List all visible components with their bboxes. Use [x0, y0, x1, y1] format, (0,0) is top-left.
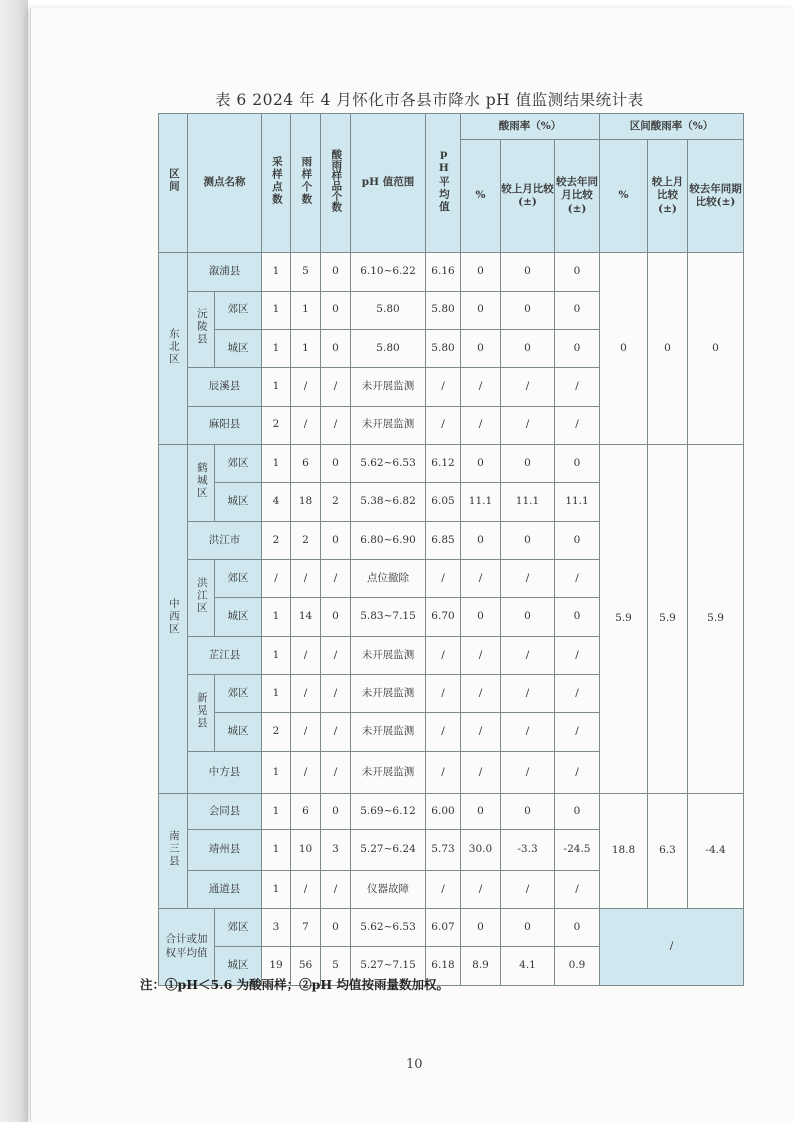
- station-name: 中方县: [188, 751, 262, 793]
- mom-cell: 0: [501, 521, 555, 559]
- interval-northeast-pct: 0: [600, 253, 648, 445]
- rate-cell: /: [461, 636, 501, 674]
- acid-cell: 3: [321, 830, 351, 870]
- yoy-cell: 0: [555, 794, 600, 830]
- header-acid-samples: 酸雨样品个数: [321, 114, 351, 253]
- rate-cell: /: [461, 675, 501, 713]
- region-total: 合计或加权平均值: [159, 909, 215, 986]
- station-name: 郊区: [215, 909, 262, 947]
- header-samples: 雨样个数: [291, 114, 321, 253]
- header-interval-yoy: 较去年同期比较(±): [688, 140, 744, 253]
- region-south: 南三县: [159, 794, 188, 909]
- interval-south-mom: 6.3: [648, 794, 688, 909]
- acid-cell: /: [321, 406, 351, 444]
- group-hecheng: 鹤城区: [188, 444, 215, 521]
- range-cell: 5.80: [351, 329, 426, 367]
- acid-cell: /: [321, 560, 351, 598]
- sites-cell: 1: [262, 329, 291, 367]
- yoy-cell: 0: [555, 253, 600, 291]
- mom-cell: 0: [501, 291, 555, 329]
- avg-cell: 6.12: [426, 444, 461, 482]
- avg-cell: /: [426, 713, 461, 751]
- mom-cell: 0: [501, 909, 555, 947]
- sites-cell: 1: [262, 444, 291, 482]
- yoy-cell: 11.1: [555, 483, 600, 521]
- avg-cell: /: [426, 368, 461, 406]
- avg-cell: 6.70: [426, 598, 461, 636]
- acid-cell: /: [321, 368, 351, 406]
- sites-cell: 1: [262, 794, 291, 830]
- interval-total: /: [600, 909, 744, 986]
- station-name: 辰溪县: [188, 368, 262, 406]
- mom-cell: 0: [501, 253, 555, 291]
- avg-cell: 6.00: [426, 794, 461, 830]
- sites-cell: 1: [262, 253, 291, 291]
- range-cell: 未开展监测: [351, 713, 426, 751]
- rate-cell: 0: [461, 598, 501, 636]
- samples-cell: 56: [291, 947, 321, 986]
- avg-cell: /: [426, 675, 461, 713]
- range-cell: 未开展监测: [351, 675, 426, 713]
- header-acid-rate: 酸雨率（%）: [461, 114, 600, 140]
- sites-cell: 1: [262, 751, 291, 793]
- avg-cell: /: [426, 560, 461, 598]
- samples-cell: 2: [291, 521, 321, 559]
- station-name: 郊区: [215, 444, 262, 482]
- range-cell: 未开展监测: [351, 406, 426, 444]
- rate-cell: 0: [461, 794, 501, 830]
- group-hongjiangqu: 洪江区: [188, 560, 215, 637]
- station-name: 城区: [215, 947, 262, 986]
- acid-cell: /: [321, 713, 351, 751]
- station-name: 芷江县: [188, 636, 262, 674]
- acid-cell: 0: [321, 444, 351, 482]
- header-ph-average: pH平均值: [426, 114, 461, 253]
- rate-cell: 0: [461, 444, 501, 482]
- header-district: 区间: [159, 114, 188, 253]
- avg-cell: 5.80: [426, 329, 461, 367]
- table-row: [159, 909, 744, 947]
- samples-cell: /: [291, 713, 321, 751]
- page-number: 10: [406, 1057, 423, 1072]
- interval-midwest-mom: 5.9: [648, 444, 688, 793]
- acid-cell: 0: [321, 329, 351, 367]
- acid-cell: 5: [321, 947, 351, 986]
- mom-cell: 0: [501, 329, 555, 367]
- yoy-cell: /: [555, 870, 600, 908]
- yoy-cell: /: [555, 751, 600, 793]
- range-cell: 点位撤除: [351, 560, 426, 598]
- station-name: 城区: [215, 329, 262, 367]
- samples-cell: 18: [291, 483, 321, 521]
- avg-cell: /: [426, 870, 461, 908]
- yoy-cell: 0: [555, 444, 600, 482]
- samples-cell: /: [291, 406, 321, 444]
- yoy-cell: /: [555, 406, 600, 444]
- table-title: 表 6 2024 年 4 月怀化市各县市降水 pH 值监测结果统计表: [215, 91, 644, 109]
- range-cell: 5.83~7.15: [351, 598, 426, 636]
- station-name: 通道县: [188, 870, 262, 908]
- yoy-cell: 0: [555, 329, 600, 367]
- rate-cell: /: [461, 751, 501, 793]
- yoy-cell: 0: [555, 521, 600, 559]
- avg-cell: 5.73: [426, 830, 461, 870]
- acid-cell: 0: [321, 253, 351, 291]
- sites-cell: 1: [262, 368, 291, 406]
- station-name: 郊区: [215, 291, 262, 329]
- yoy-cell: 0: [555, 909, 600, 947]
- station-name: 城区: [215, 483, 262, 521]
- rate-cell: 0: [461, 909, 501, 947]
- samples-cell: 1: [291, 329, 321, 367]
- table-footnote: 注：①pH＜5.6 为酸雨样；②pH 均值按雨量数加权。: [140, 977, 450, 992]
- range-cell: 5.62~6.53: [351, 909, 426, 947]
- rate-cell: 0: [461, 291, 501, 329]
- avg-cell: 6.85: [426, 521, 461, 559]
- station-name: 郊区: [215, 560, 262, 598]
- header-rate-pct: %: [461, 140, 501, 253]
- samples-cell: /: [291, 751, 321, 793]
- station-name: 城区: [215, 598, 262, 636]
- avg-cell: 5.80: [426, 291, 461, 329]
- range-cell: 仪器故障: [351, 870, 426, 908]
- avg-cell: /: [426, 751, 461, 793]
- mom-cell: /: [501, 406, 555, 444]
- yoy-cell: 0: [555, 598, 600, 636]
- interval-midwest-pct: 5.9: [600, 444, 648, 793]
- acid-cell: 2: [321, 483, 351, 521]
- rate-cell: /: [461, 406, 501, 444]
- station-name: 郊区: [215, 675, 262, 713]
- station-name: 城区: [215, 713, 262, 751]
- mom-cell: /: [501, 560, 555, 598]
- acid-cell: 0: [321, 794, 351, 830]
- samples-cell: /: [291, 675, 321, 713]
- samples-cell: /: [291, 636, 321, 674]
- avg-cell: /: [426, 406, 461, 444]
- header-interval-rate: 区间酸雨率（%）: [600, 114, 744, 140]
- yoy-cell: /: [555, 713, 600, 751]
- range-cell: 5.80: [351, 291, 426, 329]
- table-row: [159, 444, 744, 482]
- header-ph-range: pH 值范围: [351, 114, 426, 253]
- yoy-cell: -24.5: [555, 830, 600, 870]
- mom-cell: -3.3: [501, 830, 555, 870]
- rate-cell: 0: [461, 521, 501, 559]
- mom-cell: /: [501, 751, 555, 793]
- sites-cell: 3: [262, 909, 291, 947]
- avg-cell: 6.18: [426, 947, 461, 986]
- avg-cell: 6.07: [426, 909, 461, 947]
- sites-cell: 4: [262, 483, 291, 521]
- mom-cell: /: [501, 713, 555, 751]
- mom-cell: 0: [501, 794, 555, 830]
- yoy-cell: 0.9: [555, 947, 600, 986]
- range-cell: 6.10~6.22: [351, 253, 426, 291]
- acid-cell: 0: [321, 909, 351, 947]
- interval-south-pct: 18.8: [600, 794, 648, 909]
- header-interval-mom: 较上月比较(±): [648, 140, 688, 253]
- rate-cell: /: [461, 560, 501, 598]
- avg-cell: 6.16: [426, 253, 461, 291]
- samples-cell: 14: [291, 598, 321, 636]
- sites-cell: 1: [262, 291, 291, 329]
- header-sites: 采样点数: [262, 114, 291, 253]
- group-yuanling: 沅陵县: [188, 291, 215, 368]
- acid-cell: /: [321, 636, 351, 674]
- yoy-cell: /: [555, 560, 600, 598]
- avg-cell: /: [426, 636, 461, 674]
- sites-cell: 2: [262, 406, 291, 444]
- range-cell: 未开展监测: [351, 636, 426, 674]
- sites-cell: 1: [262, 870, 291, 908]
- range-cell: 未开展监测: [351, 751, 426, 793]
- yoy-cell: /: [555, 675, 600, 713]
- range-cell: 5.27~6.24: [351, 830, 426, 870]
- station-name: 麻阳县: [188, 406, 262, 444]
- interval-south-yoy: -4.4: [688, 794, 744, 909]
- region-midwest: 中西区: [159, 444, 188, 793]
- sites-cell: 1: [262, 636, 291, 674]
- rate-cell: /: [461, 870, 501, 908]
- yoy-cell: /: [555, 368, 600, 406]
- acid-cell: /: [321, 675, 351, 713]
- range-cell: 未开展监测: [351, 368, 426, 406]
- binding-spine: [0, 0, 28, 1122]
- rate-cell: 8.9: [461, 947, 501, 986]
- rate-cell: 11.1: [461, 483, 501, 521]
- sites-cell: 2: [262, 521, 291, 559]
- rate-cell: /: [461, 368, 501, 406]
- yoy-cell: 0: [555, 291, 600, 329]
- mom-cell: 0: [501, 444, 555, 482]
- range-cell: 5.69~6.12: [351, 794, 426, 830]
- acid-cell: 0: [321, 598, 351, 636]
- sites-cell: 2: [262, 713, 291, 751]
- mom-cell: /: [501, 636, 555, 674]
- samples-cell: 7: [291, 909, 321, 947]
- range-cell: 5.27~7.15: [351, 947, 426, 986]
- station-name: 洪江市: [188, 521, 262, 559]
- acid-cell: 0: [321, 291, 351, 329]
- mom-cell: /: [501, 870, 555, 908]
- samples-cell: /: [291, 368, 321, 406]
- mom-cell: /: [501, 368, 555, 406]
- rate-cell: 0: [461, 253, 501, 291]
- yoy-cell: /: [555, 636, 600, 674]
- interval-northeast-mom: 0: [648, 253, 688, 445]
- header-rate-yoy: 较去年同月比较(±): [555, 140, 600, 253]
- sites-cell: 1: [262, 675, 291, 713]
- sites-cell: 1: [262, 598, 291, 636]
- range-cell: 5.62~6.53: [351, 444, 426, 482]
- avg-cell: 6.05: [426, 483, 461, 521]
- sites-cell: 19: [262, 947, 291, 986]
- station-name: 溆浦县: [188, 253, 262, 291]
- samples-cell: /: [291, 870, 321, 908]
- region-northeast: 东北区: [159, 253, 188, 445]
- range-cell: 5.38~6.82: [351, 483, 426, 521]
- sites-cell: 1: [262, 830, 291, 870]
- table-row: [159, 794, 744, 830]
- mom-cell: 11.1: [501, 483, 555, 521]
- mom-cell: /: [501, 675, 555, 713]
- header-interval-pct: %: [600, 140, 648, 253]
- rate-cell: /: [461, 713, 501, 751]
- mom-cell: 0: [501, 598, 555, 636]
- rate-cell: 30.0: [461, 830, 501, 870]
- acid-cell: /: [321, 751, 351, 793]
- station-name: 靖州县: [188, 830, 262, 870]
- acid-cell: 0: [321, 521, 351, 559]
- samples-cell: 6: [291, 444, 321, 482]
- interval-midwest-yoy: 5.9: [688, 444, 744, 793]
- samples-cell: 1: [291, 291, 321, 329]
- range-cell: 6.80~6.90: [351, 521, 426, 559]
- station-name: 会同县: [188, 794, 262, 830]
- ph-statistics-table: [158, 113, 744, 986]
- rate-cell: 0: [461, 329, 501, 367]
- samples-cell: /: [291, 560, 321, 598]
- samples-cell: 10: [291, 830, 321, 870]
- table-row: [159, 253, 744, 291]
- mom-cell: 4.1: [501, 947, 555, 986]
- samples-cell: 6: [291, 794, 321, 830]
- acid-cell: /: [321, 870, 351, 908]
- interval-northeast-yoy: 0: [688, 253, 744, 445]
- samples-cell: 5: [291, 253, 321, 291]
- group-xinhuang: 新晃县: [188, 675, 215, 752]
- sites-cell: /: [262, 560, 291, 598]
- header-station: 测点名称: [188, 114, 262, 253]
- header-rate-mom: 较上月比较(±): [501, 140, 555, 253]
